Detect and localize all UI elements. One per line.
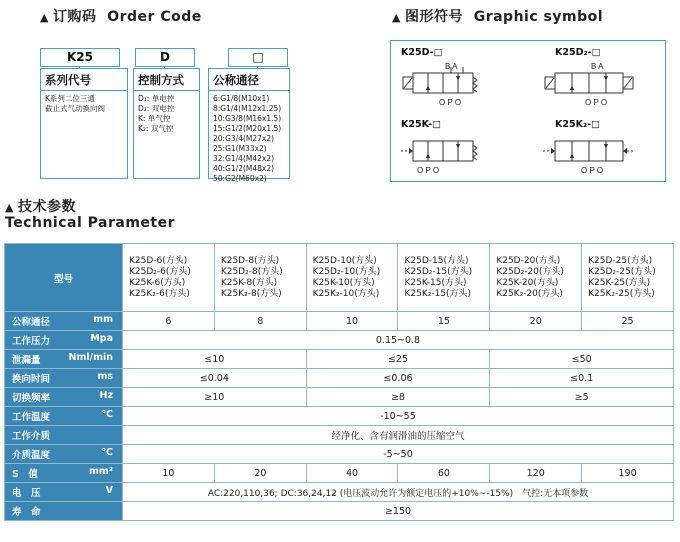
table-cell: 60 — [398, 464, 490, 483]
table-cell: ≤0.06 — [306, 369, 490, 388]
table-row — [5, 464, 674, 483]
row-label: 工作温度 ℃ — [5, 407, 123, 426]
table-cell: ≤10 — [123, 350, 307, 369]
model-cell: K25D-20(方头) K25D₂-20(方头) K25K-20(方头) K25K₂-20(方头) — [490, 244, 582, 312]
row-label: 切换频率 Hz — [5, 388, 123, 407]
parameter-table — [4, 243, 674, 521]
row-label: 换向时间 ms — [5, 369, 123, 388]
symbol-label: K25K₂-□ — [555, 119, 601, 130]
table-cell: ≤50 — [490, 350, 674, 369]
graphic-symbol-title: ▲ 图形符号 Graphic symbol — [392, 9, 604, 25]
svg-text:O P O: O P O — [439, 98, 462, 107]
valve-symbol-double-pilot — [541, 129, 661, 179]
series-code-box: 系列代号 K系列二位三通 截止式气动换向阀 — [40, 68, 128, 179]
model-cell: K25D-10(方头) K25D₂-10(方头) K25K-10(方头) K25K₂-10(方头) — [306, 244, 398, 312]
triangle-icon: ▲ — [392, 11, 401, 24]
row-label: 工作介质 — [5, 426, 123, 445]
table-cell: ≥5 — [490, 388, 674, 407]
table-cell: ≤25 — [306, 350, 490, 369]
table-cell: 120 — [490, 464, 582, 483]
bore-title: 公称通径 — [213, 73, 259, 87]
table-cell: ≥8 — [306, 388, 490, 407]
table-cell: ≤0.04 — [123, 369, 307, 388]
table-row — [5, 407, 674, 426]
svg-text:O P O: O P O — [585, 98, 608, 107]
table-cell: 15 — [398, 312, 490, 331]
control-mode-box: 控制方式 D₁: 单电控 D₂: 双电控 K: 单气控 K₂: 双气控 — [133, 68, 200, 179]
table-cell: ≥150 — [123, 502, 674, 521]
table-row — [5, 312, 674, 331]
valve-symbol-double-solenoid — [541, 59, 661, 109]
table-cell: 8 — [214, 312, 306, 331]
row-label: 寿 命 — [5, 502, 123, 521]
row-label: 电 压 V — [5, 483, 123, 502]
valve-symbol-single-solenoid — [399, 59, 519, 109]
symbol-label: K25D₂-□ — [555, 47, 601, 58]
row-label: 介质温度 ℃ — [5, 445, 123, 464]
row-label: 公称通径 mm — [5, 312, 123, 331]
table-row — [5, 388, 674, 407]
svg-text:O P O: O P O — [581, 166, 604, 175]
table-row — [5, 483, 674, 502]
code-box-series: K25 — [40, 48, 120, 67]
valve-symbol-single-pilot — [399, 129, 519, 179]
model-cell: K25D-6(方头) K25D₂-6(方头) K25K-6(方头) K25K₂-6(方头) — [123, 244, 215, 312]
row-label: S 值 mm² — [5, 464, 123, 483]
svg-text:B A: B A — [591, 62, 604, 71]
model-cell: K25D-15(方头) K25D₂-15(方头) K25K-15(方头) K25K₂-15(方头) — [398, 244, 490, 312]
symbol-label: K25D-□ — [401, 47, 443, 58]
table-cell: 190 — [582, 464, 674, 483]
table-cell: 10 — [306, 312, 398, 331]
table-cell: 20 — [490, 312, 582, 331]
graphic-symbol-panel — [390, 40, 666, 182]
table-cell: ≥10 — [123, 388, 307, 407]
svg-text:O P O: O P O — [417, 166, 440, 175]
control-title: 控制方式 — [138, 73, 184, 87]
table-cell: 20 — [214, 464, 306, 483]
table-cell: -5~50 — [123, 445, 674, 464]
table-row — [5, 369, 674, 388]
table-cell: ≤0.1 — [490, 369, 674, 388]
symbol-label: K25K-□ — [401, 119, 442, 130]
table-cell: 6 — [123, 312, 215, 331]
table-row — [5, 426, 674, 445]
model-cell: K25D-8(方头) K25D₂-8(方头) K25K-8(方头) K25K₂-8(方头) — [214, 244, 306, 312]
bore-size-box: 公称通径 6:G1/8(M10x1) 8:G1/4(M12x1.25) 10:G3/8(M16x1.5) 15:G1/2(M20x1.5) 20:G3/4(M27x2) 25:G1(M33x2) 32:G1/4(M42x2) 40:G1/2(M48x2) 50:G2(M60x2) — [208, 68, 290, 179]
svg-text:B A: B A — [445, 62, 458, 71]
table-cell: AC:220,110,36; DC:36,24,12 (电压波动允许为额定电压的+10%~-15%) 气控:无本项参数 — [123, 483, 674, 502]
table-cell: -10~55 — [123, 407, 674, 426]
model-cell: K25D-25(方头) K25D₂-25(方头) K25K-25(方头) K25K₂-25(方头) — [582, 244, 674, 312]
table-cell: 10 — [123, 464, 215, 483]
table-row — [5, 350, 674, 369]
table-cell: 25 — [582, 312, 674, 331]
technical-title-en: Technical Parameter — [5, 215, 175, 231]
triangle-icon: ▲ — [5, 201, 14, 214]
series-title: 系列代号 — [45, 73, 91, 87]
technical-title: ▲ 技术参数 — [5, 199, 76, 215]
table-row — [5, 331, 674, 350]
table-row — [5, 502, 674, 521]
table-cell: 经净化、含有润滑油的压缩空气 — [123, 426, 674, 445]
table-row-model — [5, 244, 674, 312]
table-cell: 40 — [306, 464, 398, 483]
code-box-bore: □ — [228, 48, 288, 67]
table-row — [5, 445, 674, 464]
order-code-title: ▲ 订购码 Order Code — [40, 9, 202, 25]
table-cell: 0.15~0.8 — [123, 331, 674, 350]
row-label: 工作压力 Mpa — [5, 331, 123, 350]
triangle-icon: ▲ — [40, 11, 49, 24]
code-box-control: D — [135, 48, 195, 67]
row-label: 泄漏量 Nml/min — [5, 350, 123, 369]
row-label: 型号 — [5, 244, 123, 312]
